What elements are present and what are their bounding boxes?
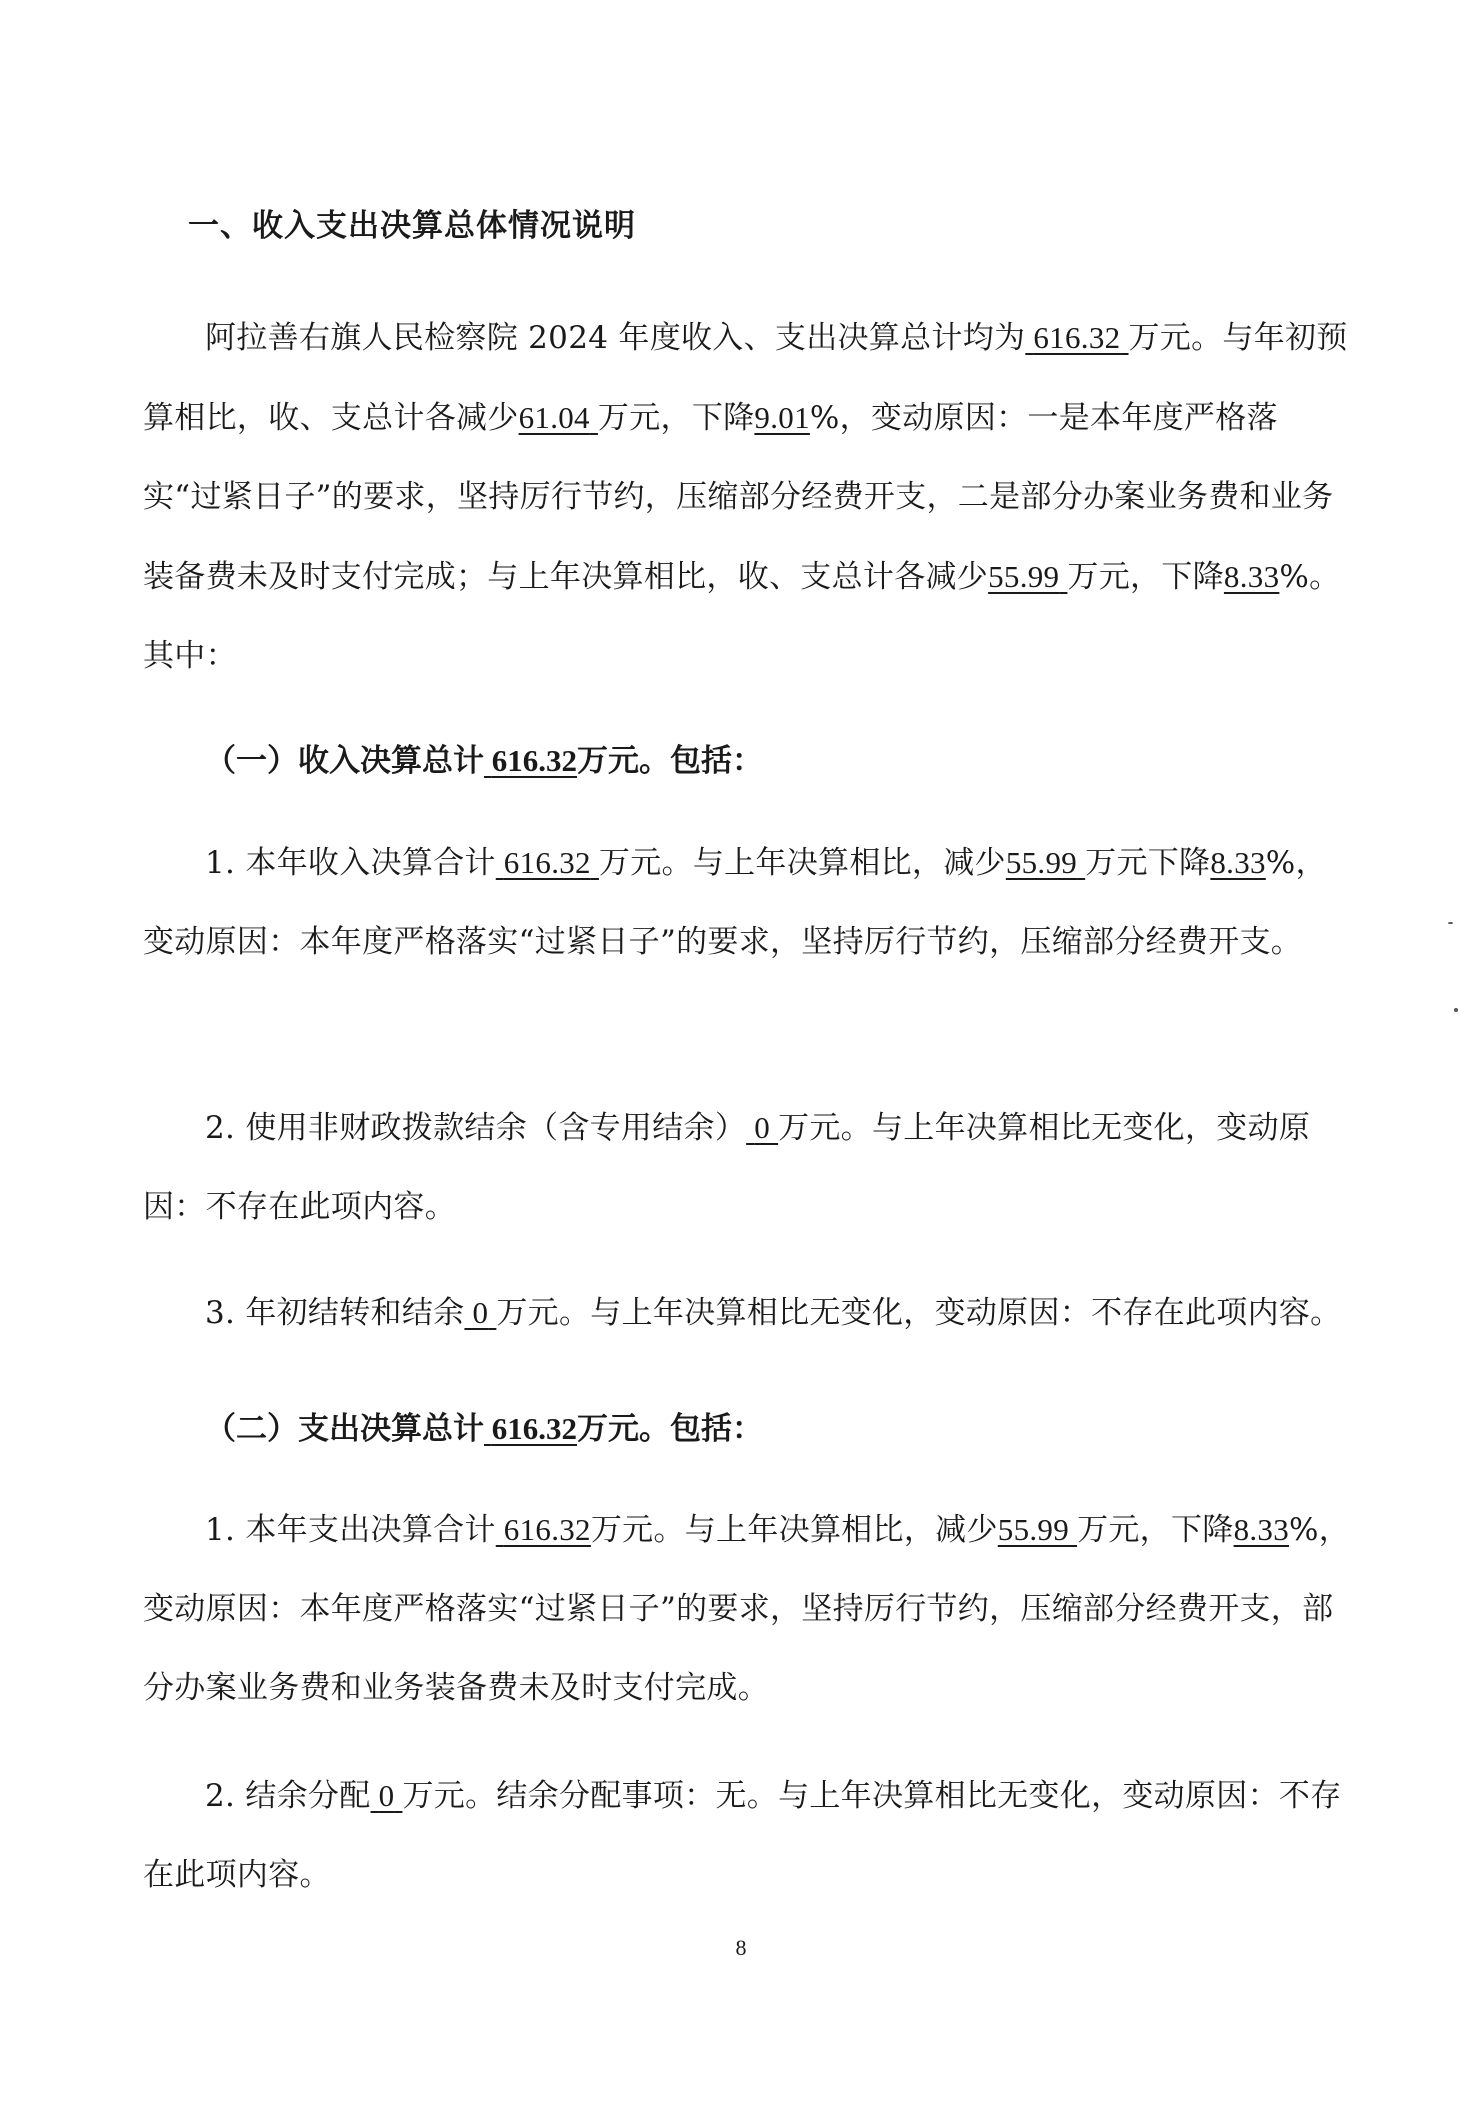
income-item-1-label: 1. 本年收入决算合计 (205, 845, 496, 881)
expense-item-1-label: 1. 本年支出决算合计 (205, 1512, 496, 1548)
income-item-2-label: 2. 使用非财政拨款结余（含专用结余） (205, 1110, 747, 1146)
income-title-suffix: 万元。包括： (577, 743, 763, 779)
income-item-3-reason: 万元。与上年决算相比无变化，变动原因：不存在此项内容。 (496, 1295, 1342, 1331)
section-heading: 一、收入支出决算总体情况说明 (188, 208, 636, 244)
expense-total-value: 616.32 (491, 1411, 577, 1446)
expense-item-1-reduction: 55.99 (997, 1512, 1070, 1547)
income-title-prefix: （一）收入决算总计 (205, 743, 484, 779)
page-number: 8 (735, 1935, 747, 1960)
expense-item-2 (143, 1756, 1355, 1915)
scan-speck (1454, 1008, 1458, 1012)
income-total-value: 616.32 (491, 743, 577, 778)
intro-text-3: 万元，下降 (597, 400, 755, 436)
expense-item-2-reason: 万元。结余分配事项：无。与上年决算相比无变化，变动原因：不存在此项内容。 (143, 1778, 1342, 1893)
income-item-2-reason: 万元。与上年决算相比无变化，变动原因：不存在此项内容。 (143, 1110, 1311, 1225)
intro-paragraph (143, 298, 1355, 696)
expense-item-1-text-1: 万元。与上年决算相比，减少 (590, 1512, 998, 1548)
intro-last-year-percent: 8.33 (1223, 559, 1280, 594)
scan-speck (1448, 922, 1453, 924)
intro-text-5: 万元，下降 (1067, 559, 1224, 595)
income-item-1-percent: 8.33 (1210, 845, 1266, 880)
intro-text-4: %，变动原因：一是本年度严格落实“过紧日子”的要求，坚持厉行节约，压缩部分经费开支，二是部分办案业务费和业务装备费未及时支付完成；与上年决算相比，收、支总计各减少 (143, 400, 1334, 595)
intro-budget-percent: 9.01 (754, 400, 810, 435)
income-item-1-text-1: 万元。与上年决算相比，减少 (598, 845, 1006, 881)
expense-subheading (205, 1403, 763, 1448)
expense-item-1 (143, 1490, 1355, 1728)
expense-item-1-value: 616.32 (503, 1512, 591, 1547)
income-subheading (205, 735, 763, 780)
income-item-1-reduction: 55.99 (1005, 845, 1078, 880)
income-item-3-label: 3. 年初结转和结余 (205, 1295, 465, 1331)
intro-text-6: %。其中： (143, 559, 1341, 674)
expense-item-1-percent: 8.33 (1233, 1512, 1290, 1547)
expense-item-1-reason: %，变动原因：本年度严格落实“过紧日子”的要求，坚持厉行节约，压缩部分经费开支，部分办案业务费和业务装备费未及时支付完成。 (143, 1512, 1351, 1706)
expense-item-2-label: 2. 结余分配 (205, 1778, 371, 1814)
intro-text-2: 万元。与年初预算相比，收、支总计各减少 (143, 320, 1348, 436)
expense-title-prefix: （二）支出决算总计 (205, 1411, 484, 1447)
income-item-3 (143, 1273, 1355, 1353)
expense-item-2-value: 0 (378, 1778, 395, 1813)
intro-last-year-reduction: 55.99 (988, 559, 1060, 594)
intro-budget-reduction: 61.04 (518, 400, 590, 435)
income-item-1 (143, 823, 1355, 982)
expense-item-1-text-2: 万元，下降 (1077, 1512, 1234, 1548)
income-item-1-value: 616.32 (503, 845, 591, 880)
income-item-1-reason: %，变动原因：本年度严格落实“过紧日子”的要求，坚持厉行节约，压缩部分经费开支。 (143, 845, 1327, 960)
income-item-2-value: 0 (754, 1110, 771, 1145)
income-item-2 (143, 1088, 1355, 1247)
intro-text-1: 阿拉善右旗人民检察院 2024 年度收入、支出决算总计均为 (205, 320, 1026, 356)
intro-total-value: 616.32 (1033, 320, 1121, 355)
expense-title-suffix: 万元。包括： (577, 1411, 763, 1447)
income-item-1-text-2: 万元下降 (1085, 845, 1211, 881)
income-item-3-value: 0 (472, 1295, 489, 1330)
